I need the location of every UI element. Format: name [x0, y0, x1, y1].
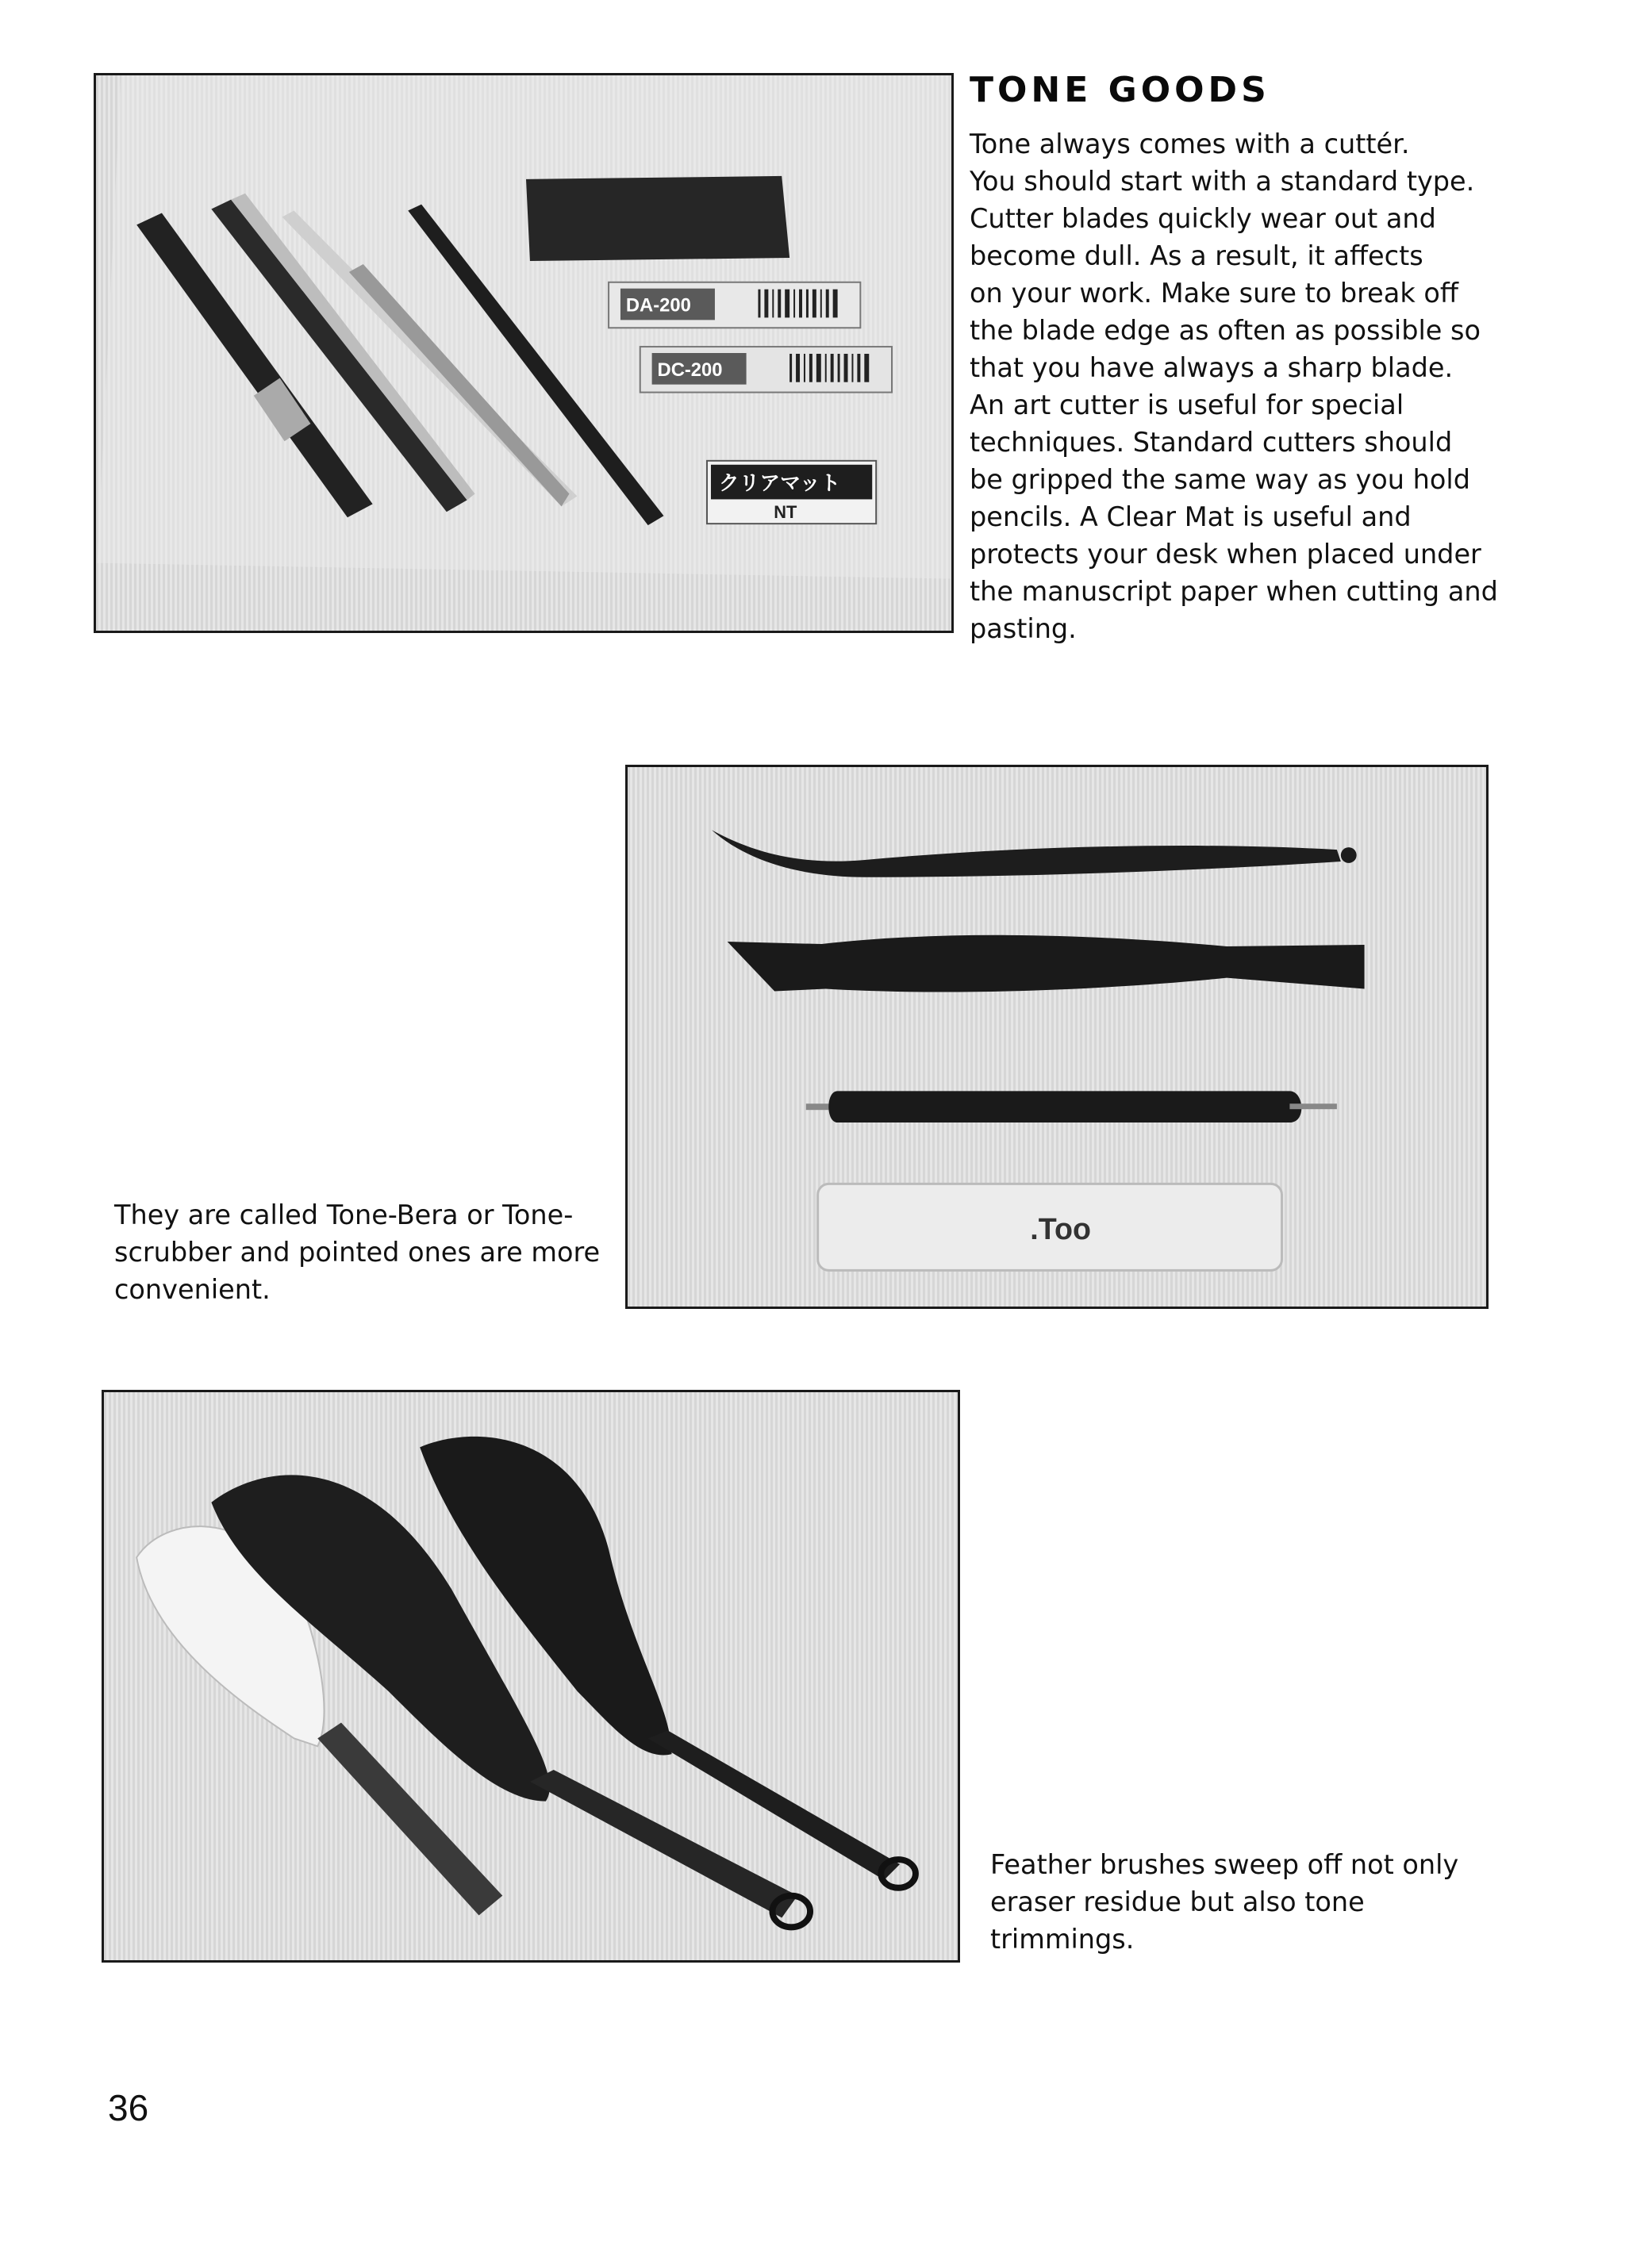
feather-brush-caption: [990, 1846, 1458, 1958]
intro-line: techniques. Standard cutters should: [970, 427, 1453, 458]
page-title: TONE GOODS: [970, 70, 1270, 110]
caption-line: scrubber and pointed ones are more: [114, 1237, 601, 1268]
intro-line: Tone always comes with a cuttér.: [970, 129, 1410, 159]
caption-line: They are called Tone-Bera or Tone-: [114, 1199, 574, 1230]
intro-line: be gripped the same way as you hold: [970, 464, 1470, 495]
blade-pack-2-label: DC-200: [657, 359, 723, 381]
case-brand-label: .Too: [1030, 1211, 1091, 1245]
intro-line: the manuscript paper when cutting and: [970, 576, 1498, 607]
clear-mat-label: クリアマット: [718, 472, 841, 495]
photo-cutters: [94, 73, 954, 633]
page-number: 36: [108, 2087, 149, 2128]
intro-line: that you have always a sharp blade.: [970, 352, 1454, 383]
intro-line: on your work. Make sure to break off: [970, 278, 1458, 309]
feather-brushes-illustration: [104, 1392, 958, 1960]
intro-paragraph: [970, 125, 1498, 647]
cutters-illustration: [96, 75, 951, 631]
photo-tone-bera: [625, 765, 1489, 1309]
caption-line: trimmings.: [990, 1924, 1135, 1955]
intro-line: You should start with a standard type.: [970, 166, 1475, 197]
intro-line: protects your desk when placed under: [970, 539, 1481, 570]
intro-line: the blade edge as often as possible so: [970, 315, 1481, 346]
tone-bera-illustration: [628, 767, 1486, 1307]
intro-line: An art cutter is useful for special: [970, 390, 1404, 420]
intro-line: pencils. A Clear Mat is useful and: [970, 501, 1412, 532]
clear-mat-brand: NT: [774, 502, 797, 523]
intro-line: pasting.: [970, 613, 1077, 644]
tone-bera-caption: [114, 1196, 600, 1308]
caption-line: eraser residue but also tone: [990, 1886, 1365, 1917]
intro-line: Cutter blades quickly wear out and: [970, 203, 1436, 234]
photo-feather-brushes: [102, 1390, 960, 1963]
blade-pack-1-label: DA-200: [625, 294, 691, 317]
caption-line: Feather brushes sweep off not only: [990, 1849, 1459, 1880]
caption-line: convenient.: [114, 1274, 271, 1305]
intro-line: become dull. As a result, it affects: [970, 240, 1423, 271]
